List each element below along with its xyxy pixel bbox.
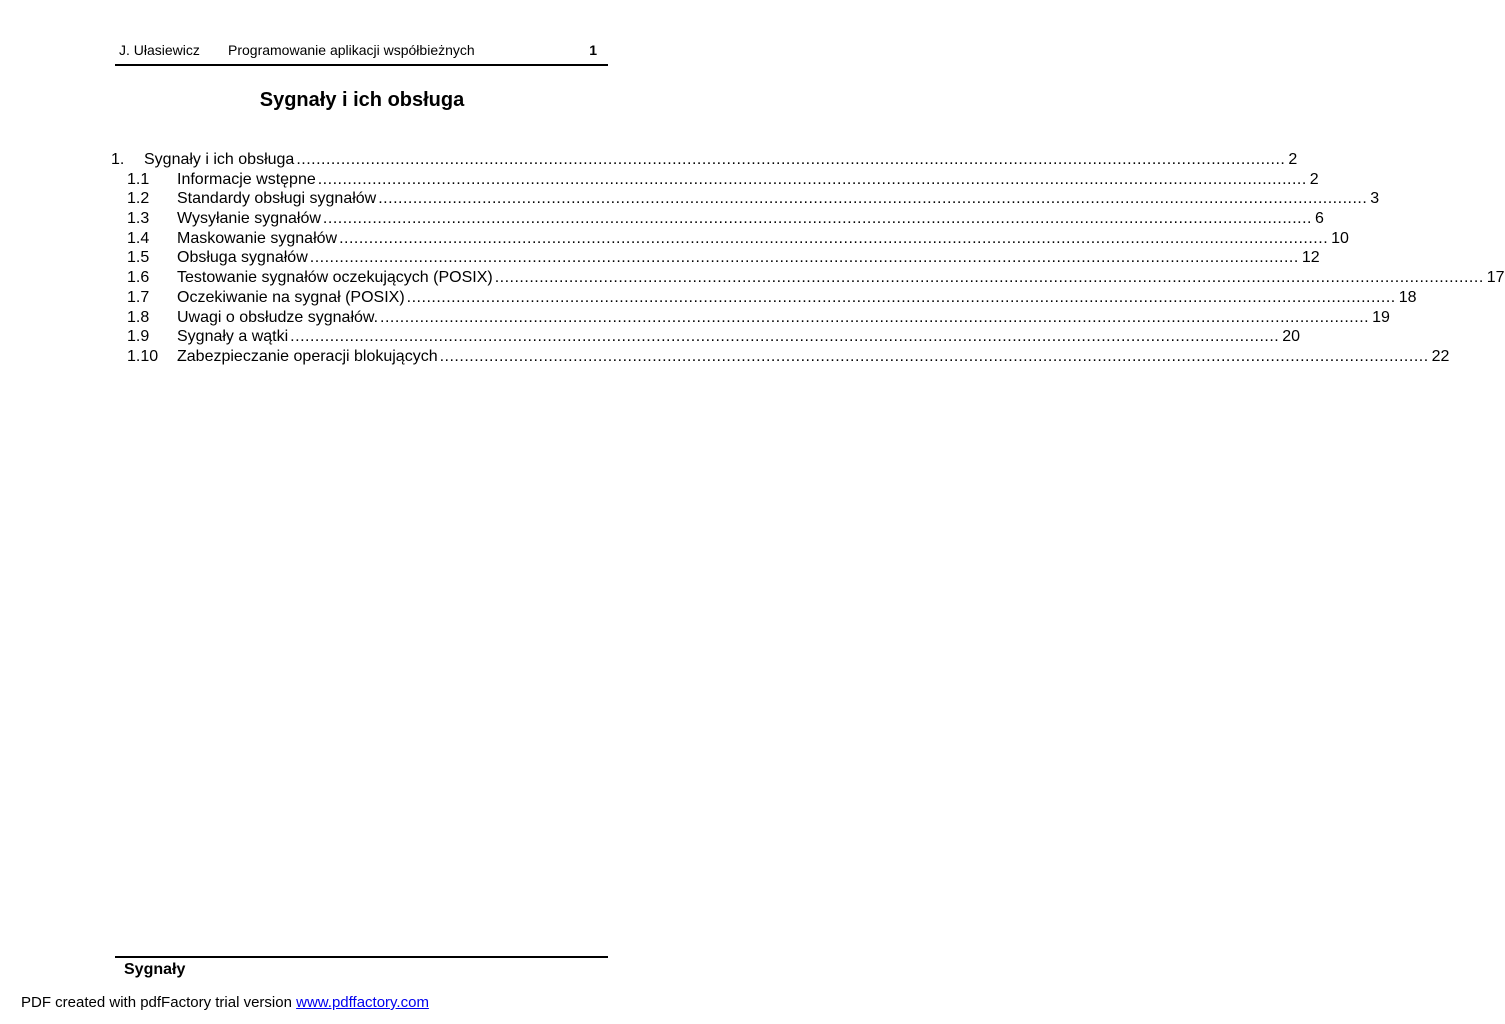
footer-section-title: Sygnały xyxy=(124,961,186,978)
toc-dot-leader: ........................................................................................................................................................................................................ xyxy=(378,190,1368,208)
pdffactory-link[interactable]: www.pdffactory.com xyxy=(296,994,429,1011)
toc-entry-number: 1.5 xyxy=(127,249,150,267)
toc-dot-leader: ........................................................................................................................................................................................................ xyxy=(380,308,1370,326)
toc-entry-page: 10 xyxy=(1331,229,1349,247)
toc-entry-number: 1.4 xyxy=(127,229,150,247)
document-title: Sygnały i ich obsługa xyxy=(259,89,465,111)
toc-entry-text: Wysyłanie sygnałów xyxy=(177,210,321,228)
toc-dot-leader: ........................................................................................................................................................................................................ xyxy=(439,347,1429,365)
pdf-creator-text: PDF created with pdfFactory trial version xyxy=(21,994,297,1011)
header-author: J. Ułasiewicz xyxy=(119,42,200,58)
pdf-creator-note xyxy=(21,994,429,1011)
toc-entry-number: 1. xyxy=(111,151,125,168)
toc-dot-leader: ........................................................................................................................................................................................................ xyxy=(406,288,1396,306)
toc-entry[interactable] xyxy=(110,347,1450,367)
toc-entry[interactable] xyxy=(110,150,1298,170)
toc-dot-leader: ........................................................................................................................................................................................................ xyxy=(290,328,1280,346)
toc-entry[interactable] xyxy=(110,229,1349,249)
toc-entry-number: 1.3 xyxy=(127,210,150,228)
toc-entry[interactable] xyxy=(110,327,1301,347)
toc-entry[interactable] xyxy=(110,248,1320,268)
toc-dot-leader: ........................................................................................................................................................................................................ xyxy=(296,151,1286,168)
toc-entry-page: 12 xyxy=(1301,249,1320,267)
toc-entry[interactable] xyxy=(110,308,1390,328)
toc-dot-leader: ........................................................................................................................................................................................................ xyxy=(309,249,1299,267)
toc-entry-text: Zabezpieczanie operacji blokujących xyxy=(177,347,438,365)
toc-entry-page: 19 xyxy=(1372,308,1390,326)
table-of-contents xyxy=(110,150,1505,367)
toc-entry[interactable] xyxy=(110,170,1319,190)
toc-entry-page: 17 xyxy=(1486,269,1505,287)
toc-entry-text: Sygnały i ich obsługa xyxy=(144,151,295,168)
header-page-number: 1 xyxy=(589,42,597,58)
toc-entry-text: Testowanie sygnałów oczekujących (POSIX) xyxy=(177,269,493,287)
toc-entry-number: 1.9 xyxy=(127,328,150,346)
toc-entry-text: Standardy obsługi sygnałów xyxy=(177,190,377,208)
toc-entry-page: 3 xyxy=(1370,190,1380,208)
toc-entry[interactable] xyxy=(110,288,1417,308)
toc-entry-page: 6 xyxy=(1314,210,1324,228)
toc-dot-leader: ........................................................................................................................................................................................................ xyxy=(339,229,1329,247)
toc-entry-number: 1.1 xyxy=(127,170,150,188)
toc-entry-page: 20 xyxy=(1282,328,1301,346)
toc-dot-leader: ........................................................................................................................................................................................................ xyxy=(322,210,1312,228)
toc-dot-leader: ........................................................................................................................................................................................................ xyxy=(494,269,1484,287)
toc-entry[interactable] xyxy=(110,209,1324,229)
toc-entry-text: Informacje wstępne xyxy=(177,170,316,188)
toc-entry-page: 2 xyxy=(1309,170,1319,188)
toc-entry-text: Obsługa sygnałów xyxy=(177,249,308,267)
toc-entry-number: 1.7 xyxy=(127,288,150,306)
toc-entry-text: Sygnały a wątki xyxy=(177,328,289,346)
toc-entry-page: 2 xyxy=(1288,151,1298,168)
toc-entry-text: Uwagi o obsłudze sygnałów. xyxy=(177,308,379,326)
toc-entry-number: 1.6 xyxy=(127,269,150,287)
toc-entry-text: Oczekiwanie na sygnał (POSIX) xyxy=(177,288,405,306)
toc-entry-number: 1.10 xyxy=(127,347,159,365)
toc-entry[interactable] xyxy=(110,189,1380,209)
toc-entry-number: 1.2 xyxy=(127,190,150,208)
toc-dot-leader: ........................................................................................................................................................................................................ xyxy=(317,170,1307,188)
header-divider xyxy=(115,64,608,66)
footer-divider xyxy=(115,956,608,958)
toc-entry-text: Maskowanie sygnałów xyxy=(177,229,338,247)
page-header xyxy=(115,42,608,64)
header-course-title: Programowanie aplikacji współbieżnych xyxy=(228,42,475,58)
toc-entry-number: 1.8 xyxy=(127,308,150,326)
toc-entry[interactable] xyxy=(110,268,1505,288)
toc-entry-page: 22 xyxy=(1431,347,1450,365)
toc-entry-page: 18 xyxy=(1398,288,1417,306)
